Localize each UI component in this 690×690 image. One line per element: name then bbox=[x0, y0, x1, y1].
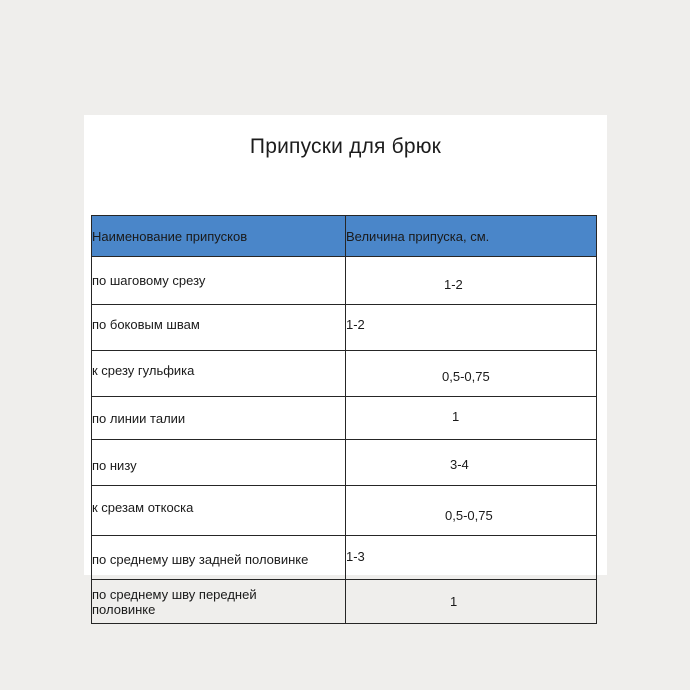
allowance-table bbox=[91, 215, 597, 624]
row-name: по среднему шву задней половинке bbox=[92, 536, 346, 580]
row-value: 1-2 bbox=[346, 257, 597, 305]
row-value: 3-4 bbox=[346, 440, 597, 486]
row-value: 0,5-0,75 bbox=[346, 486, 597, 536]
row-name: по боковым швам bbox=[92, 305, 346, 351]
header-allowance-value: Величина припуска, см. bbox=[346, 216, 597, 257]
header-allowance-name: Наименование припусков bbox=[92, 216, 346, 257]
table-header-row bbox=[92, 216, 597, 257]
table-row bbox=[92, 351, 597, 397]
table-row bbox=[92, 536, 597, 580]
row-value: 0,5-0,75 bbox=[346, 351, 597, 397]
row-name: к срезу гульфика bbox=[92, 351, 346, 397]
table-row bbox=[92, 486, 597, 536]
row-name: по шаговому срезу bbox=[92, 257, 346, 305]
document-card bbox=[84, 115, 607, 617]
page-title: Припуски для брюк bbox=[249, 135, 442, 158]
table-row bbox=[92, 440, 597, 486]
row-name: по линии талии bbox=[92, 397, 346, 440]
table-row bbox=[92, 305, 597, 351]
row-value: 1-3 bbox=[346, 536, 597, 580]
row-value: 1-2 bbox=[346, 305, 597, 351]
table-row bbox=[92, 397, 597, 440]
row-name: по среднему шву передней половинке bbox=[92, 580, 346, 624]
table-row bbox=[92, 580, 597, 624]
row-value: 1 bbox=[346, 397, 597, 440]
row-value: 1 bbox=[346, 580, 597, 624]
row-name: к срезам откоска bbox=[92, 486, 346, 536]
table-row bbox=[92, 257, 597, 305]
row-name: по низу bbox=[92, 440, 346, 486]
